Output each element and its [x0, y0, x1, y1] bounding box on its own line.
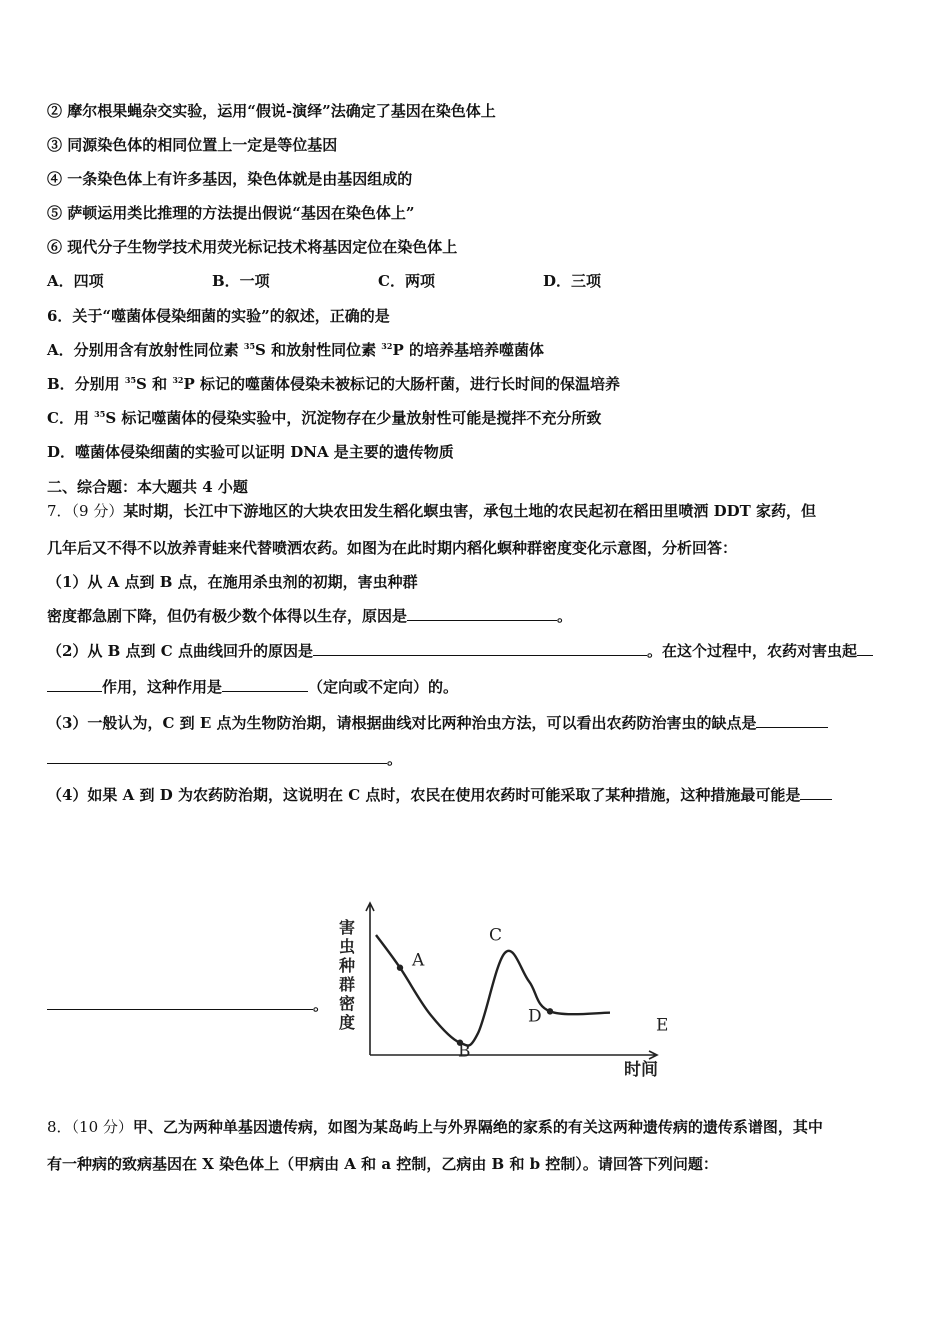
q8-line-2: 有一种病的致病基因在 X 染色体上（甲病由 A 和 a 控制，乙病由 B 和 b 控制）。请回答下列问题： [47, 1155, 718, 1173]
q5-options [47, 271, 601, 291]
x-axis [370, 1051, 657, 1059]
q6-option-d: D．噬菌体侵染细菌的实验可以证明 DNA 是主要的遗传物质 [47, 443, 454, 461]
option-b: B．一项 [212, 272, 270, 290]
q6-option-c: C．用 $^{35}$S 标记噬菌体的侵染实验中，沉淀物存在少量放射性可能是搅拌不充分所致 [47, 409, 602, 427]
q7-part-1b: 密度都急剧下降，但仍有极少数个体得以生存，原因是 。 [47, 607, 573, 625]
answer-blank-5b[interactable] [47, 749, 387, 764]
q7-part-3b: 。 [47, 749, 402, 769]
option-c: C．两项 [378, 272, 435, 290]
point-label-d: D [528, 1006, 542, 1027]
statement-2: ② 摩尔根果蝇杂交实验，运用“假说-演绎”法确定了基因在染色体上 [47, 102, 496, 120]
answer-blank-6b[interactable] [47, 995, 313, 1010]
answer-blank-3b[interactable] [47, 677, 102, 692]
statement-6: ⑥ 现代分子生物学技术用荧光标记技术将基因定位在染色体上 [47, 238, 458, 256]
q7-line-1: 7．（9 分）某时期，长江中下游地区的大块农田发生稻化螟虫害，承包土地的农民起初在稻田里喷洒 DDT 家药，但 [47, 502, 816, 520]
section-heading: 二、综合题：本大题共 4 小题 [47, 478, 248, 496]
answer-blank-2[interactable] [313, 641, 647, 656]
q7-part-4b: 。 [47, 995, 328, 1015]
y-axis-label: 害虫种群密度 [338, 918, 356, 1032]
x-axis-label: 时间 [624, 1060, 658, 1080]
q6-stem: 6．关于“噬菌体侵染细菌的实验”的叙述，正确的是 [47, 307, 390, 325]
q8-line-1: 8．（10 分）甲、乙为两种单基因遗传病，如图为某岛屿上与外界隔绝的家系的有关这两种遗传病的遗传系谱图，其中 [47, 1118, 823, 1136]
q7-part-3a: （3）一般认为，C 到 E 点为生物防治期，请根据曲线对比两种治虫方法，可以看出农药防治害虫的缺点是 [47, 713, 828, 733]
point-label-e: E [656, 1015, 669, 1036]
q7-part-2b: 作用，这种作用是 （定向或不定向）的。 [47, 677, 458, 697]
option-d: D．三项 [543, 272, 602, 290]
answer-blank-1[interactable] [407, 606, 557, 621]
point-a [397, 965, 403, 971]
q7-part-2a: （2）从 B 点到 C 点曲线回升的原因是 。在这个过程中，农药对害虫起 [47, 641, 873, 661]
point-d [547, 1008, 553, 1014]
statement-4: ④ 一条染色体上有许多基因，染色体就是由基因组成的 [47, 170, 413, 188]
q6-option-b: B．分别用 $^{35}$S 和 $^{32}$P 标记的噬菌体侵染未被标记的大肠杆菌，进行长时间的保温培养 [47, 375, 620, 393]
q7-part-4a: （4）如果 A 到 D 为农药防治期，这说明在 C 点时，农民在使用农药时可能采取了某种措施，这种措施最可能是 [47, 785, 832, 805]
q6-option-a: A．分别用含有放射性同位素 $^{35}$S 和放射性同位素 $^{32}$P 的培养基培养噬菌体 [47, 341, 544, 359]
q7-part-1a: （1）从 A 点到 B 点，在施用杀虫剂的初期，害虫种群 [47, 573, 418, 591]
answer-blank-6a[interactable] [800, 785, 832, 800]
point-label-b: B [458, 1041, 471, 1062]
point-label-c: C [489, 925, 503, 946]
answer-blank-3a[interactable] [857, 641, 873, 656]
option-a: A．四项 [47, 272, 104, 290]
answer-blank-4[interactable] [222, 677, 308, 692]
population-density-chart [325, 895, 670, 1085]
statement-5: ⑤ 萨顿运用类比推理的方法提出假说“基因在染色体上” [47, 204, 415, 222]
q7-line-2: 几年后又不得不以放养青蛙来代替喷洒农药。如图为在此时期内稻化螟种群密度变化示意图，分析回答： [47, 539, 738, 557]
point-label-a: A [412, 950, 425, 971]
answer-blank-5a[interactable] [756, 713, 828, 728]
statement-3: ③ 同源染色体的相同位置上一定是等位基因 [47, 136, 338, 154]
y-axis [366, 903, 374, 1055]
